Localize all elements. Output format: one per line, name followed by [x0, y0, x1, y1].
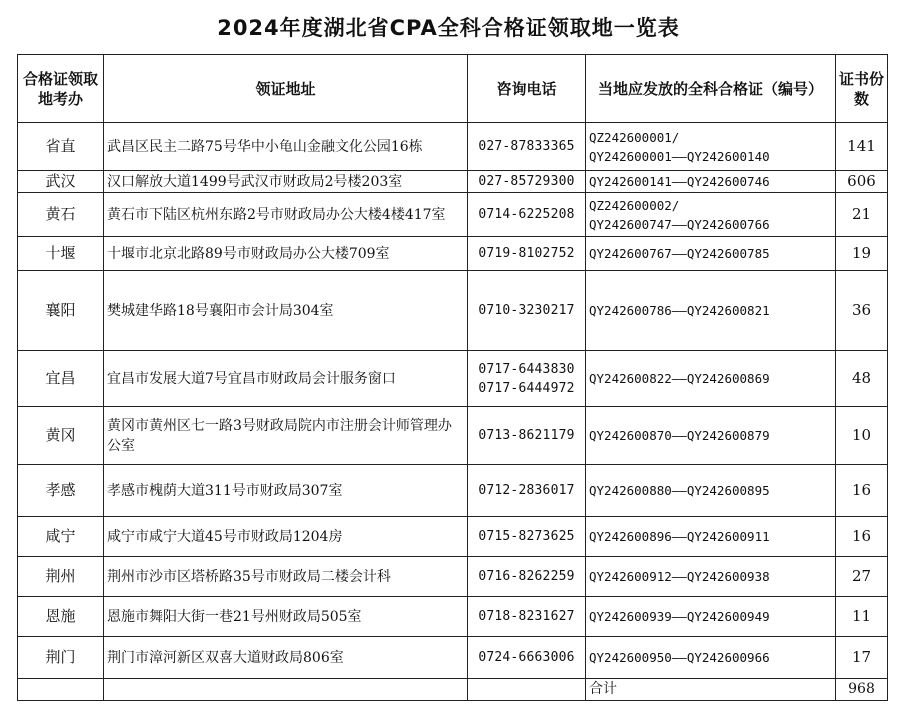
table-row [18, 171, 888, 193]
codes-cell: QY242600950——QY242600966 [586, 637, 836, 679]
count-cell: 10 [836, 407, 888, 465]
codes-cell: QZ242600002/ QY242600747——QY242600766 [586, 193, 836, 237]
phone-cell: 0714-6225208 [468, 193, 586, 237]
total-empty-cell [468, 679, 586, 701]
header-address: 领证地址 [104, 55, 468, 123]
phone-cell: 0724-6663006 [468, 637, 586, 679]
place-cell: 荆门 [18, 637, 104, 679]
table-row [18, 557, 888, 597]
certificate-pickup-table [17, 54, 888, 701]
codes-cell: QY242600939——QY242600949 [586, 597, 836, 637]
address-cell: 荆州市沙市区塔桥路35号市财政局二楼会计科 [104, 557, 468, 597]
table-row [18, 597, 888, 637]
count-cell: 16 [836, 465, 888, 517]
place-cell: 十堰 [18, 237, 104, 271]
address-cell: 孝感市槐荫大道311号市财政局307室 [104, 465, 468, 517]
codes-cell: QY242600912——QY242600938 [586, 557, 836, 597]
count-cell: 606 [836, 171, 888, 193]
count-cell: 27 [836, 557, 888, 597]
header-place: 合格证领取地考办 [18, 55, 104, 123]
phone-cell: 0710-3230217 [468, 271, 586, 351]
codes-cell: QZ242600001/ QY242600001——QY242600140 [586, 123, 836, 171]
codes-cell: QY242600822——QY242600869 [586, 351, 836, 407]
place-cell: 黄石 [18, 193, 104, 237]
count-cell: 48 [836, 351, 888, 407]
table-row [18, 517, 888, 557]
address-cell: 武昌区民主二路75号华中小龟山金融文化公园16栋 [104, 123, 468, 171]
table-row [18, 465, 888, 517]
header-codes: 当地应发放的全科合格证（编号） [586, 55, 836, 123]
phone-cell: 0712-2836017 [468, 465, 586, 517]
place-cell: 黄冈 [18, 407, 104, 465]
codes-cell: QY242600896——QY242600911 [586, 517, 836, 557]
address-cell: 荆门市漳河新区双喜大道财政局806室 [104, 637, 468, 679]
phone-cell: 0715-8273625 [468, 517, 586, 557]
table-row [18, 123, 888, 171]
table-row [18, 351, 888, 407]
codes-cell: QY242600767——QY242600785 [586, 237, 836, 271]
address-cell: 樊城建华路18号襄阳市会计局304室 [104, 271, 468, 351]
total-row [18, 679, 888, 701]
address-cell: 恩施市舞阳大街一巷21号州财政局505室 [104, 597, 468, 637]
phone-cell: 0713-8621179 [468, 407, 586, 465]
place-cell: 省直 [18, 123, 104, 171]
phone-cell: 0717-6443830 0717-6444972 [468, 351, 586, 407]
total-label: 合计 [586, 679, 836, 701]
count-cell: 19 [836, 237, 888, 271]
count-cell: 17 [836, 637, 888, 679]
table-row [18, 193, 888, 237]
phone-cell: 0718-8231627 [468, 597, 586, 637]
phone-cell: 027-87833365 [468, 123, 586, 171]
table-row [18, 407, 888, 465]
address-cell: 黄冈市黄州区七一路3号财政局院内市注册会计师管理办公室 [104, 407, 468, 465]
address-cell: 宜昌市发展大道7号宜昌市财政局会计服务窗口 [104, 351, 468, 407]
table-row [18, 237, 888, 271]
address-cell: 咸宁市咸宁大道45号市财政局1204房 [104, 517, 468, 557]
document-title: 2024年度湖北省CPA全科合格证领取地一览表 [217, 16, 680, 40]
codes-cell: QY242600141——QY242600746 [586, 171, 836, 193]
count-cell: 21 [836, 193, 888, 237]
total-empty-cell [104, 679, 468, 701]
codes-cell: QY242600880——QY242600895 [586, 465, 836, 517]
codes-cell: QY242600786——QY242600821 [586, 271, 836, 351]
count-cell: 36 [836, 271, 888, 351]
count-cell: 141 [836, 123, 888, 171]
total-count: 968 [836, 679, 888, 701]
place-cell: 武汉 [18, 171, 104, 193]
table-row [18, 637, 888, 679]
phone-cell: 027-85729300 [468, 171, 586, 193]
place-cell: 宜昌 [18, 351, 104, 407]
codes-cell: QY242600870——QY242600879 [586, 407, 836, 465]
address-cell: 十堰市北京北路89号市财政局办公大楼709室 [104, 237, 468, 271]
place-cell: 孝感 [18, 465, 104, 517]
address-cell: 汉口解放大道1499号武汉市财政局2号楼203室 [104, 171, 468, 193]
header-phone: 咨询电话 [468, 55, 586, 123]
count-cell: 16 [836, 517, 888, 557]
address-cell: 黄石市下陆区杭州东路2号市财政局办公大楼4楼417室 [104, 193, 468, 237]
table-row [18, 271, 888, 351]
phone-cell: 0716-8262259 [468, 557, 586, 597]
place-cell: 咸宁 [18, 517, 104, 557]
total-empty-cell [18, 679, 104, 701]
header-row [18, 55, 888, 123]
place-cell: 恩施 [18, 597, 104, 637]
place-cell: 襄阳 [18, 271, 104, 351]
place-cell: 荆州 [18, 557, 104, 597]
phone-cell: 0719-8102752 [468, 237, 586, 271]
header-count: 证书份数 [836, 55, 888, 123]
count-cell: 11 [836, 597, 888, 637]
